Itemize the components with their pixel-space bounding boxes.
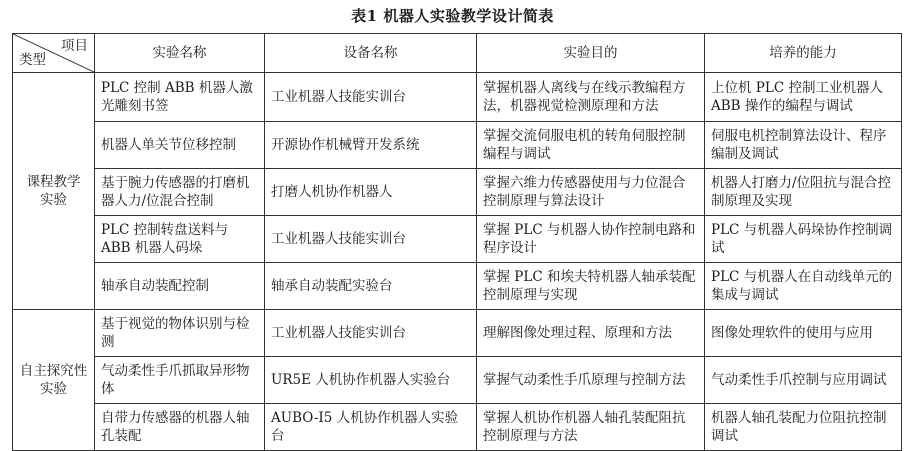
cell-trained-ability: 机器人打磨力/位阻抗与混合控制原理及实现 — [705, 169, 902, 216]
table-row — [13, 357, 902, 404]
table-row — [13, 310, 902, 357]
cell-experiment-name: 基于视觉的物体识别与检测 — [95, 310, 265, 357]
cell-trained-ability: 图像处理软件的使用与应用 — [705, 310, 902, 357]
type-cell-course — [13, 73, 95, 310]
cell-experiment-goal: 掌握 PLC 与机器人协作控制电路和程序设计 — [477, 216, 705, 263]
cell-experiment-name: 气动柔性手爪抓取异形物体 — [95, 357, 265, 404]
type-cell-exploratory — [13, 310, 95, 451]
table-row — [13, 404, 902, 451]
table-row — [13, 122, 902, 169]
cell-device-name: 工业机器人技能实训台 — [265, 310, 477, 357]
cell-experiment-name: PLC 控制转盘送料与 ABB 机器人码垛 — [95, 216, 265, 263]
type-label-line2: 实验 — [40, 192, 67, 208]
cell-device-name: 开源协作机械臂开发系统 — [265, 122, 477, 169]
corner-label-type: 类型 — [19, 52, 46, 68]
cell-experiment-name: PLC 控制 ABB 机器人激光雕刻书签 — [95, 73, 265, 122]
table-row — [13, 169, 902, 216]
cell-experiment-name: 基于腕力传感器的打磨机器人力/位混合控制 — [95, 169, 265, 216]
header-experiment-goal: 实验目的 — [477, 34, 705, 73]
cell-experiment-goal: 掌握气动柔性手爪原理与控制方法 — [477, 357, 705, 404]
cell-device-name: 打磨人机协作机器人 — [265, 169, 477, 216]
experiment-design-table — [12, 33, 902, 451]
cell-device-name: AUBO-I5 人机协作机器人实验台 — [265, 404, 477, 451]
type-label-line2: 实验 — [40, 381, 67, 397]
cell-experiment-goal: 理解图像处理过程、原理和方法 — [477, 310, 705, 357]
type-label-line1: 自主探究性 — [19, 363, 88, 379]
header-device-name: 设备名称 — [265, 34, 477, 73]
table-row — [13, 263, 902, 310]
table-caption: 表1 机器人实验教学设计简表 — [351, 7, 554, 25]
cell-experiment-name: 自带力传感器的机器人轴孔装配 — [95, 404, 265, 451]
cell-experiment-name: 轴承自动装配控制 — [95, 263, 265, 310]
cell-experiment-goal: 掌握机器人离线与在线示教编程方法，机器视觉检测原理和方法 — [477, 73, 705, 122]
type-label-line1: 课程教学 — [26, 174, 81, 190]
cell-trained-ability: 机器人轴孔装配力位阻抗控制调试 — [705, 404, 902, 451]
corner-label-project: 项目 — [61, 38, 88, 54]
cell-trained-ability: 伺服电机控制算法设计、程序编制及调试 — [705, 122, 902, 169]
cell-trained-ability: PLC 与机器人在自动线单元的集成与调试 — [705, 263, 902, 310]
cell-trained-ability: 气动柔性手爪控制与应用调试 — [705, 357, 902, 404]
table-row — [13, 73, 902, 122]
cell-experiment-goal: 掌握六维力传感器使用与力位混合控制原理与算法设计 — [477, 169, 705, 216]
header-experiment-name: 实验名称 — [95, 34, 265, 73]
cell-device-name: 工业机器人技能实训台 — [265, 216, 477, 263]
header-row — [13, 34, 902, 73]
corner-header-cell — [13, 34, 95, 73]
header-trained-ability: 培养的能力 — [705, 34, 902, 73]
cell-experiment-name: 机器人单关节位移控制 — [95, 122, 265, 169]
cell-device-name: UR5E 人机协作机器人实验台 — [265, 357, 477, 404]
cell-experiment-goal: 掌握人机协作机器人轴孔装配阻抗控制原理与方法 — [477, 404, 705, 451]
cell-experiment-goal: 掌握交流伺服电机的转角伺服控制编程与调试 — [477, 122, 705, 169]
cell-trained-ability: PLC 与机器人码垛协作控制调试 — [705, 216, 902, 263]
cell-device-name: 轴承自动装配实验台 — [265, 263, 477, 310]
table-row — [13, 216, 902, 263]
cell-trained-ability: 上位机 PLC 控制工业机器人 ABB 操作的编程与调试 — [705, 73, 902, 122]
cell-device-name: 工业机器人技能实训台 — [265, 73, 477, 122]
cell-experiment-goal: 掌握 PLC 和埃夫特机器人轴承装配控制原理与实现 — [477, 263, 705, 310]
